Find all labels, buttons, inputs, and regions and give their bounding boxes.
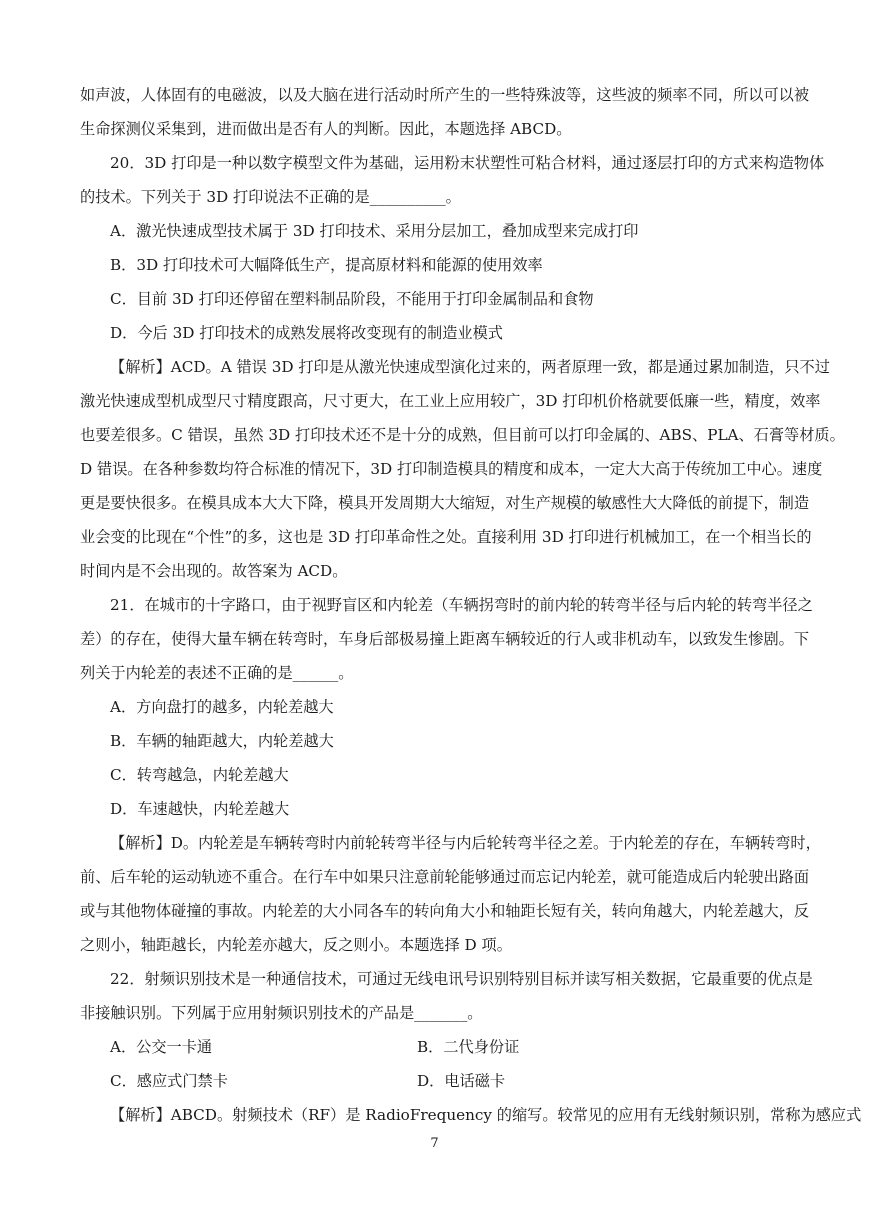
- question-22-option-b: B．二代身份证: [417, 1038, 520, 1056]
- question-20-stem: 20．3D 打印是一种以数字模型文件为基础，运用粉末状塑性可粘合材料，通过逐层打印的方式来构造物体: [110, 154, 825, 172]
- question-21-analysis: 或与其他物体碰撞的事故。内轮差的大小同各车的转向角大小和轴距长短有关，转向角越大，内轮差越大，反: [80, 902, 809, 920]
- document-page: [80, 78, 862, 1132]
- question-21-option-d: D．车速越快，内轮差越大: [110, 800, 290, 818]
- question-21-analysis: 【解析】D。内轮差是车辆转弯时内前轮转弯半径与内后轮转弯半径之差。于内轮差的存在，车辆转弯时，: [110, 834, 821, 852]
- question-21-option-b: B．车辆的轴距越大，内轮差越大: [110, 732, 334, 750]
- question-20-analysis: 时间内是不会出现的。故答案为 ACD。: [80, 562, 348, 580]
- question-22-option-c: C．感应式门禁卡: [110, 1072, 228, 1090]
- question-22-stem: 非接触识别。下列属于应用射频识别技术的产品是_______。: [80, 1004, 483, 1022]
- question-20-stem: 的技术。下列关于 3D 打印说法不正确的是__________。: [80, 188, 461, 206]
- question-22-options-row: [80, 1064, 808, 1098]
- question-20-analysis: 业会变的比现在“个性”的多，这也是 3D 打印革命性之处。直接利用 3D 打印进行机械加工，在一个相当长的: [80, 528, 812, 546]
- question-20-analysis: 也要差很多。C 错误，虽然 3D 打印技术还不是十分的成熟，但目前可以打印金属的、ABS、PLA、石膏等材质。: [80, 426, 845, 444]
- text-line: 如声波，人体固有的电磁波，以及大脑在进行活动时所产生的一些特殊波等，这些波的频率不同，所以可以被: [80, 86, 809, 104]
- question-20-option-a: A．激光快速成型技术属于 3D 打印技术、采用分层加工，叠加成型来完成打印: [110, 222, 639, 240]
- question-22-options-row: [80, 1030, 808, 1064]
- question-22-option-d: D．电话磁卡: [417, 1072, 506, 1090]
- question-20-option-d: D．今后 3D 打印技术的成熟发展将改变现有的制造业模式: [110, 324, 503, 342]
- page-number: 7: [430, 1136, 439, 1151]
- question-20-analysis: 激光快速成型机成型尺寸精度跟高，尺寸更大，在工业上应用较广，3D 打印机价格就要低廉一些，精度，效率: [80, 392, 821, 410]
- question-22-analysis: 【解析】ABCD。射频技术（RF）是 RadioFrequency 的缩写。较常见的应用有无线射频识别，常称为感应式: [110, 1106, 862, 1124]
- question-21-stem: 差）的存在，使得大量车辆在转弯时，车身后部极易撞上距离车辆较近的行人或非机动车，以致发生惨剧。下: [80, 630, 809, 648]
- question-22-option-a: A．公交一卡通: [110, 1038, 213, 1056]
- question-21-analysis: 前、后车轮的运动轨迹不重合。在行车中如果只注意前轮能够通过而忘记内轮差，就可能造成后内轮驶出路面: [80, 868, 809, 886]
- question-20-option-b: B．3D 打印技术可大幅降低生产，提高原材料和能源的使用效率: [110, 256, 543, 274]
- question-22-stem: 22．射频识别技术是一种通信技术，可通过无线电讯号识别特别目标并读写相关数据，它最重要的优点是: [110, 970, 813, 988]
- question-20-option-c: C．目前 3D 打印还停留在塑料制品阶段，不能用于打印金属制品和食物: [110, 290, 594, 308]
- question-21-option-c: C．转弯越急，内轮差越大: [110, 766, 289, 784]
- text-line: 生命探测仪采集到，进而做出是否有人的判断。因此，本题选择 ABCD。: [80, 120, 572, 138]
- question-20-analysis: D 错误。在各种参数均符合标准的情况下，3D 打印制造模具的精度和成本，一定大大高于传统加工中心。速度: [80, 460, 823, 478]
- question-21-stem: 列关于内轮差的表述不正确的是______。: [80, 664, 354, 682]
- question-20-analysis: 更是要快很多。在模具成本大大下降，模具开发周期大大缩短，对生产规模的敏感性大大降低的前提下，制造: [80, 494, 809, 512]
- question-21-analysis: 之则小，轴距越长，内轮差亦越大，反之则小。本题选择 D 项。: [80, 936, 512, 954]
- question-20-analysis: 【解析】ACD。A 错误 3D 打印是从激光快速成型演化过来的，两者原理一致，都是通过累加制造，只不过: [110, 358, 830, 376]
- question-21-option-a: A．方向盘打的越多，内轮差越大: [110, 698, 334, 716]
- question-21-stem: 21．在城市的十字路口，由于视野盲区和内轮差（车辆拐弯时的前内轮的转弯半径与后内轮的转弯半径之: [110, 596, 813, 614]
